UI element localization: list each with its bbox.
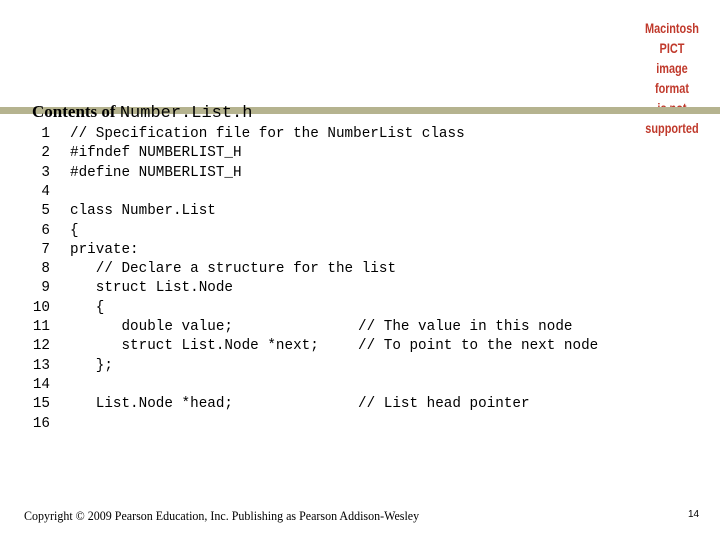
copyright-footer: Copyright © 2009 Pearson Education, Inc. Publishing as Pearson Addison-Wesley xyxy=(24,509,420,523)
code-text: struct List.Node *next; xyxy=(70,338,319,355)
code-text: { xyxy=(70,299,105,316)
code-text: struct List.Node xyxy=(70,280,234,297)
line-number: 5 xyxy=(41,203,50,220)
code-text: #ifndef NUMBERLIST_H xyxy=(70,145,242,162)
code-text: List.Node *head; xyxy=(70,396,234,413)
code-line xyxy=(26,337,599,356)
title-filename: Number.List.h xyxy=(119,104,253,123)
code-line xyxy=(26,144,242,163)
code-text: private: xyxy=(70,241,139,258)
line-number: 15 xyxy=(32,396,50,413)
code-line xyxy=(26,415,50,434)
unsupported-image-placeholder xyxy=(640,18,704,136)
line-number: 12 xyxy=(32,338,50,355)
code-line xyxy=(26,222,79,241)
code-text: double value; xyxy=(70,319,234,335)
line-number: 9 xyxy=(41,280,50,297)
page-number: 14 xyxy=(688,509,700,520)
code-line xyxy=(26,260,397,279)
line-number: 13 xyxy=(32,357,50,374)
line-number: 14 xyxy=(32,376,50,393)
code-line xyxy=(26,125,465,144)
code-text: // Specification file for the NumberList class xyxy=(70,126,465,142)
line-number: 16 xyxy=(32,415,50,432)
code-text: { xyxy=(70,222,79,239)
code-line xyxy=(26,241,139,260)
placeholder-line: Macintosh PICT xyxy=(644,20,699,56)
code-line xyxy=(26,183,50,202)
code-text: class Number.List xyxy=(70,203,216,220)
title-prefix: Contents of xyxy=(32,102,120,121)
code-text: // Declare a structure for the list xyxy=(70,261,397,278)
code-line xyxy=(26,376,50,395)
line-number: 6 xyxy=(41,222,50,239)
code-listing xyxy=(26,125,706,465)
code-line xyxy=(26,318,573,337)
line-number: 2 xyxy=(41,145,50,162)
line-number: 11 xyxy=(32,319,50,335)
code-text: }; xyxy=(70,357,113,374)
code-comment: // List head pointer xyxy=(358,396,530,413)
slide-title xyxy=(32,101,252,125)
code-line xyxy=(26,279,234,298)
code-line xyxy=(26,395,530,414)
code-comment: // The value in this node xyxy=(358,319,573,335)
line-number: 1 xyxy=(41,126,50,142)
code-line xyxy=(26,202,216,221)
code-comment: // To point to the next node xyxy=(358,338,599,355)
code-line xyxy=(26,299,105,318)
line-number: 10 xyxy=(32,299,50,316)
placeholder-line: image format xyxy=(654,60,689,96)
line-number: 4 xyxy=(41,183,50,200)
placeholder-line: supported xyxy=(645,120,699,136)
line-number: 8 xyxy=(41,261,50,278)
line-number: 7 xyxy=(41,241,50,258)
line-number: 3 xyxy=(41,164,50,181)
code-line xyxy=(26,164,242,183)
code-text: #define NUMBERLIST_H xyxy=(70,164,242,181)
code-line xyxy=(26,357,113,376)
